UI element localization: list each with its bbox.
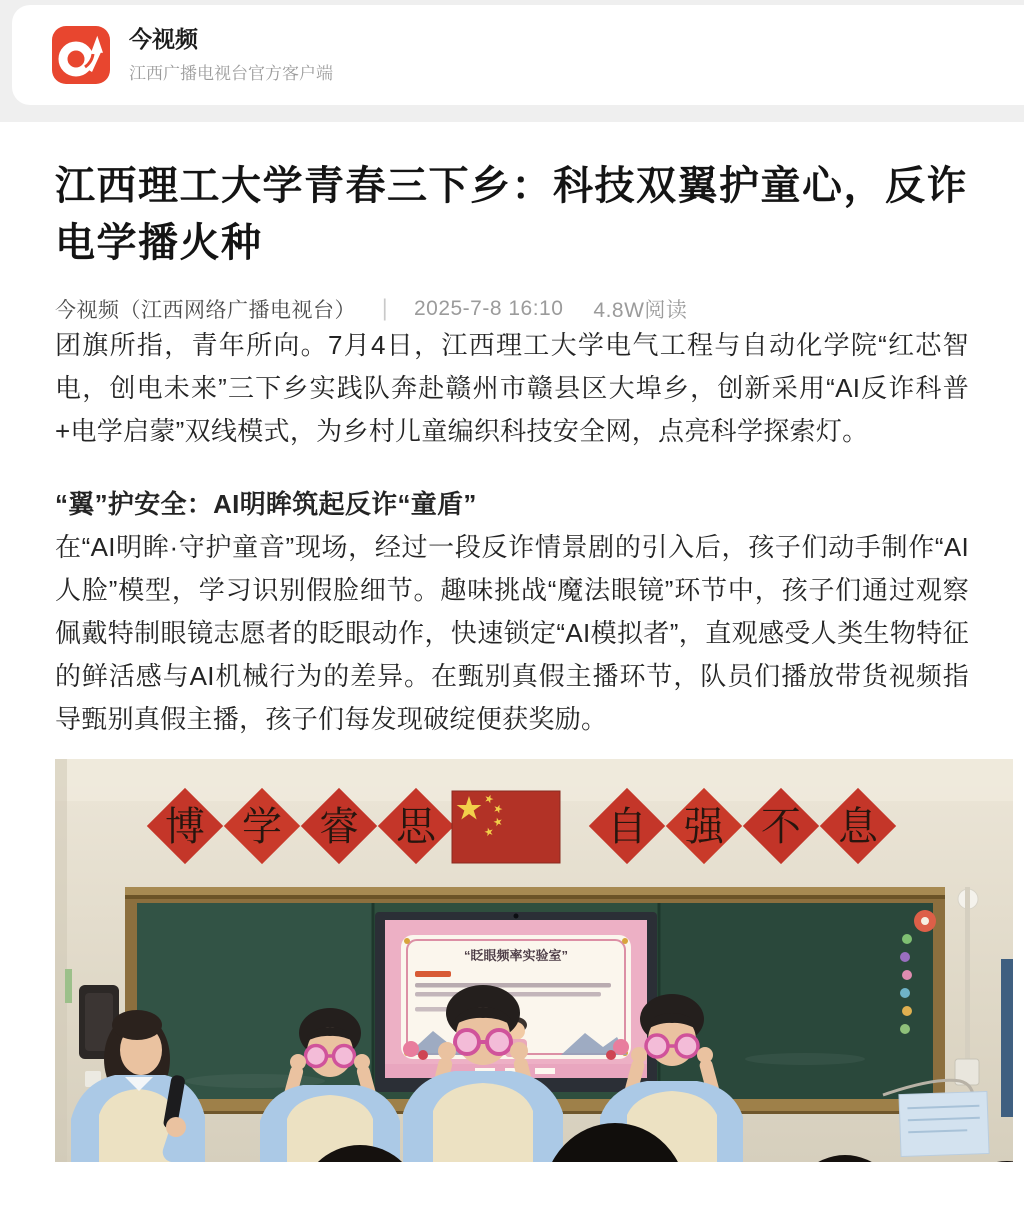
banner-char: 思 <box>396 804 436 850</box>
china-flag <box>452 791 560 863</box>
article-source: 今视频（江西网络广播电视台） <box>55 299 356 322</box>
banner-char: 博 <box>165 804 205 850</box>
app-subtitle: 江西广播电视台官方客户端 <box>129 64 333 84</box>
byline-divider: | <box>382 295 388 322</box>
article-photo <box>55 759 1013 1162</box>
paragraph-2: 在“AI明眸·守护童音”现场，经过一段反诈情景剧的引入后，孩子们动手制作“AI人脸”模型，学习识别假脸细节。趣味挑战“魔法眼镜”环节中，孩子们通过观察佩戴特制眼镜志愿者的眨眼动作，快速锁定“AI模拟者”，直观感受人类生物特征的鲜活感与AI机械行为的差异。在甄别真假主播环节，队员们播放带货视频指导甄别真假主播，孩子们每发现破绽便获奖励。 <box>55 532 969 734</box>
app-logo-icon[interactable] <box>52 26 110 84</box>
article-byline <box>55 294 969 324</box>
banner-char: 息 <box>838 804 878 850</box>
classroom-photo-illustration <box>55 759 1013 1162</box>
banner-char: 不 <box>761 804 801 850</box>
banner-char: 睿 <box>319 804 359 850</box>
slide-title: “眨眼频率实验室” <box>463 948 569 963</box>
article-datetime: 2025-7-8 16:10 <box>413 297 564 320</box>
app-header-card[interactable] <box>12 5 1024 105</box>
article-body <box>0 122 1024 1221</box>
read-count: 4.8W阅读 <box>593 299 688 322</box>
app-name: 今视频 <box>129 25 198 52</box>
section-subheading: “翼”护安全：AI明眸筑起反诈“童盾” <box>55 489 477 519</box>
banner-char: 自 <box>607 804 647 850</box>
article-title: 江西理工大学青春三下乡：科技双翼护童心，反诈电学播火种 <box>55 164 968 265</box>
banner-char: 学 <box>242 804 282 850</box>
paragraph-1: 团旗所指，青年所向。7月4日，江西理工大学电气工程与自动化学院“红芯智电，创电未来”三下乡实践队奔赴赣州市赣县区大埠乡，创新采用“AI反诈科普+电学启蒙”双线模式，为乡村儿童编织科技安全网，点亮科学探索灯。 <box>55 330 969 446</box>
banner-char: 强 <box>684 804 724 850</box>
